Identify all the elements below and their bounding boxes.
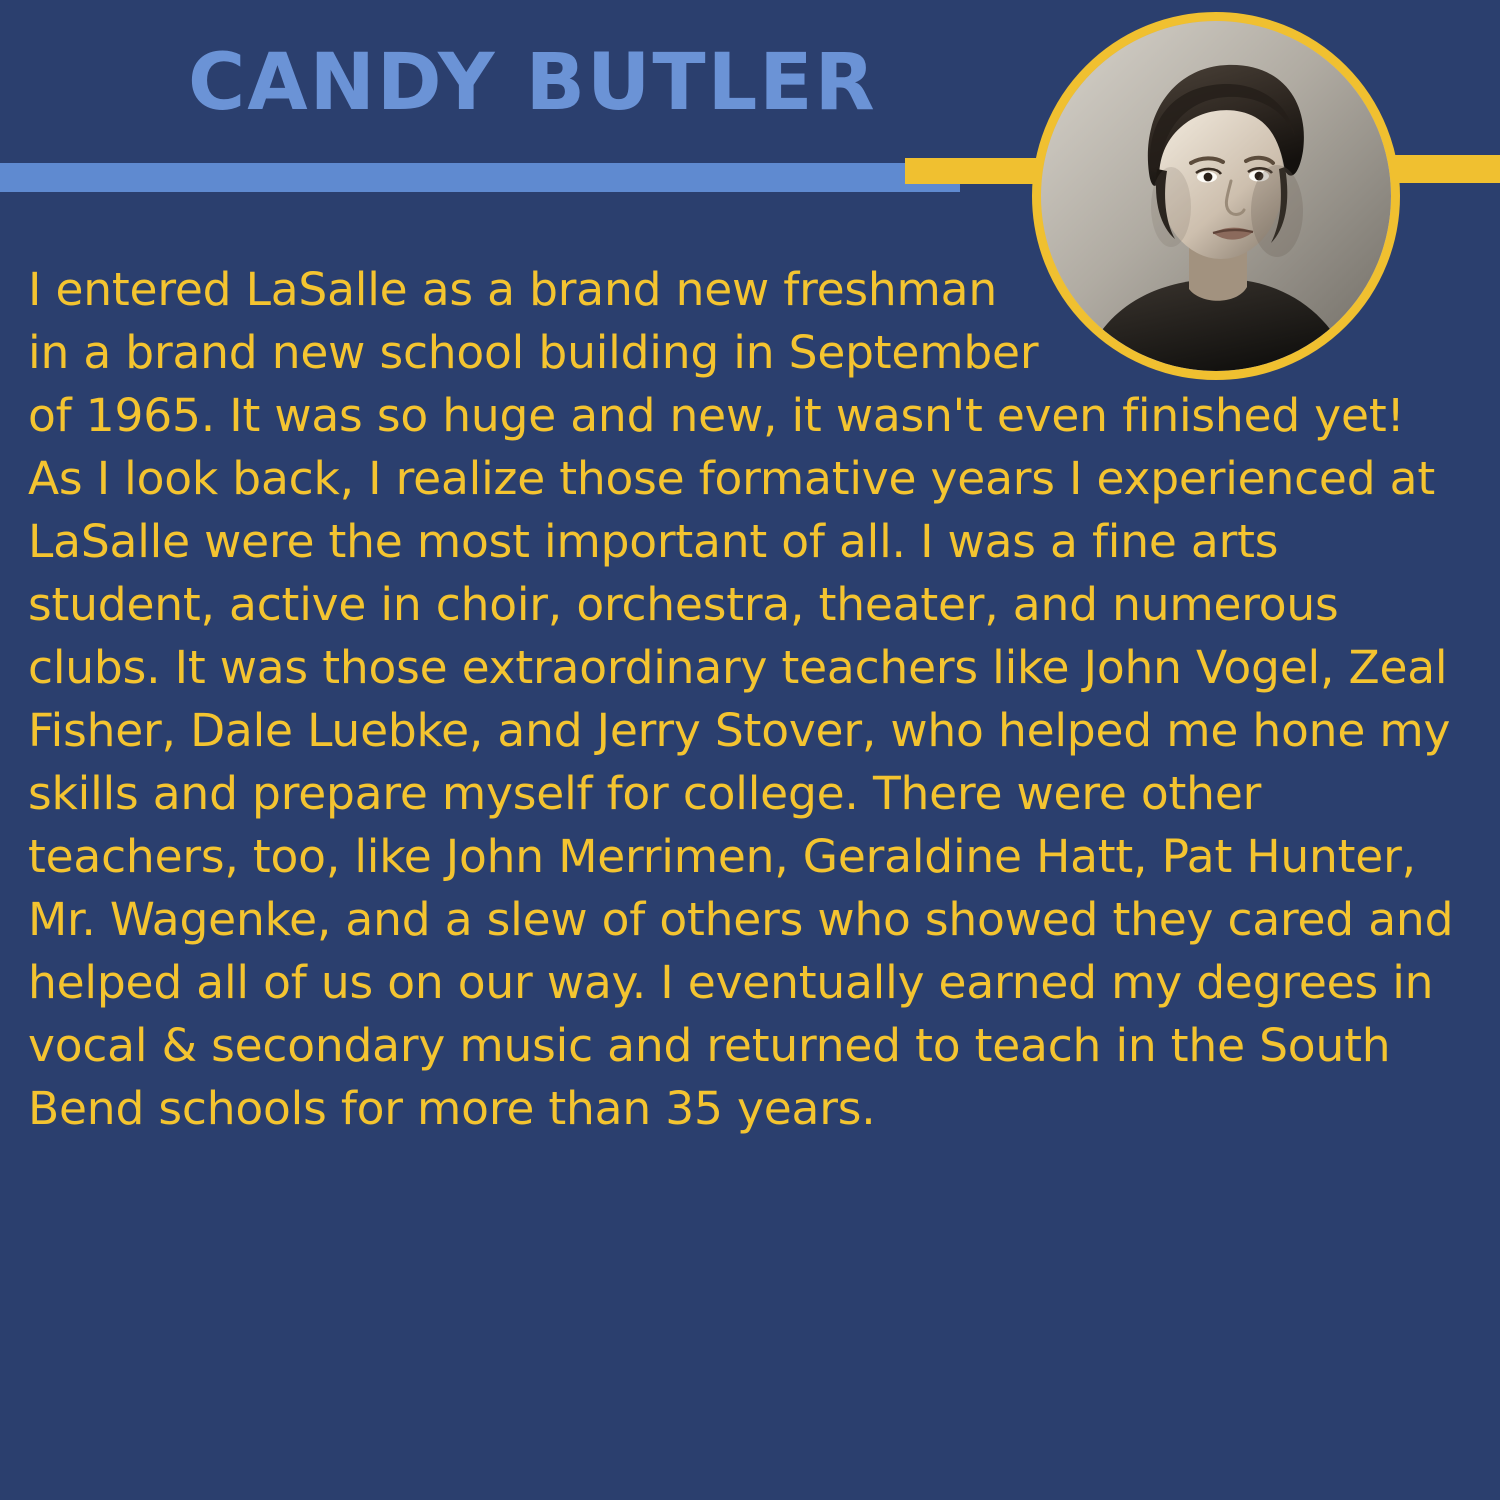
blue-accent-bar (0, 163, 960, 192)
text-wrap-spacer (1043, 258, 1473, 384)
testimonial-body: I entered LaSalle as a brand new freshman in a brand new school building in September of 1965. It was so huge and new, it wasn't even finished yet! As I look back, I realize those formative years I experienced at LaSalle were the most important of all. I was a fine arts student, active in choir, orchestra, theater, and numerous clubs. It was those extraordinary teachers like John Vogel, Zeal Fisher, Dale Luebke, and Jerry Stover, who helped me hone my skills and prepare myself for college. There were other teachers, too, like John Merrimen, Geraldine Hatt, Pat Hunter, Mr. Wagenke, and a slew of others who showed they cared and helped all of us on our way. I eventually earned my degrees in vocal & secondary music and returned to teach in the South Bend schools for more than 35 years. (28, 263, 1468, 1135)
testimonial-text (28, 258, 1473, 1140)
page-title: CANDY BUTLER (188, 38, 877, 128)
